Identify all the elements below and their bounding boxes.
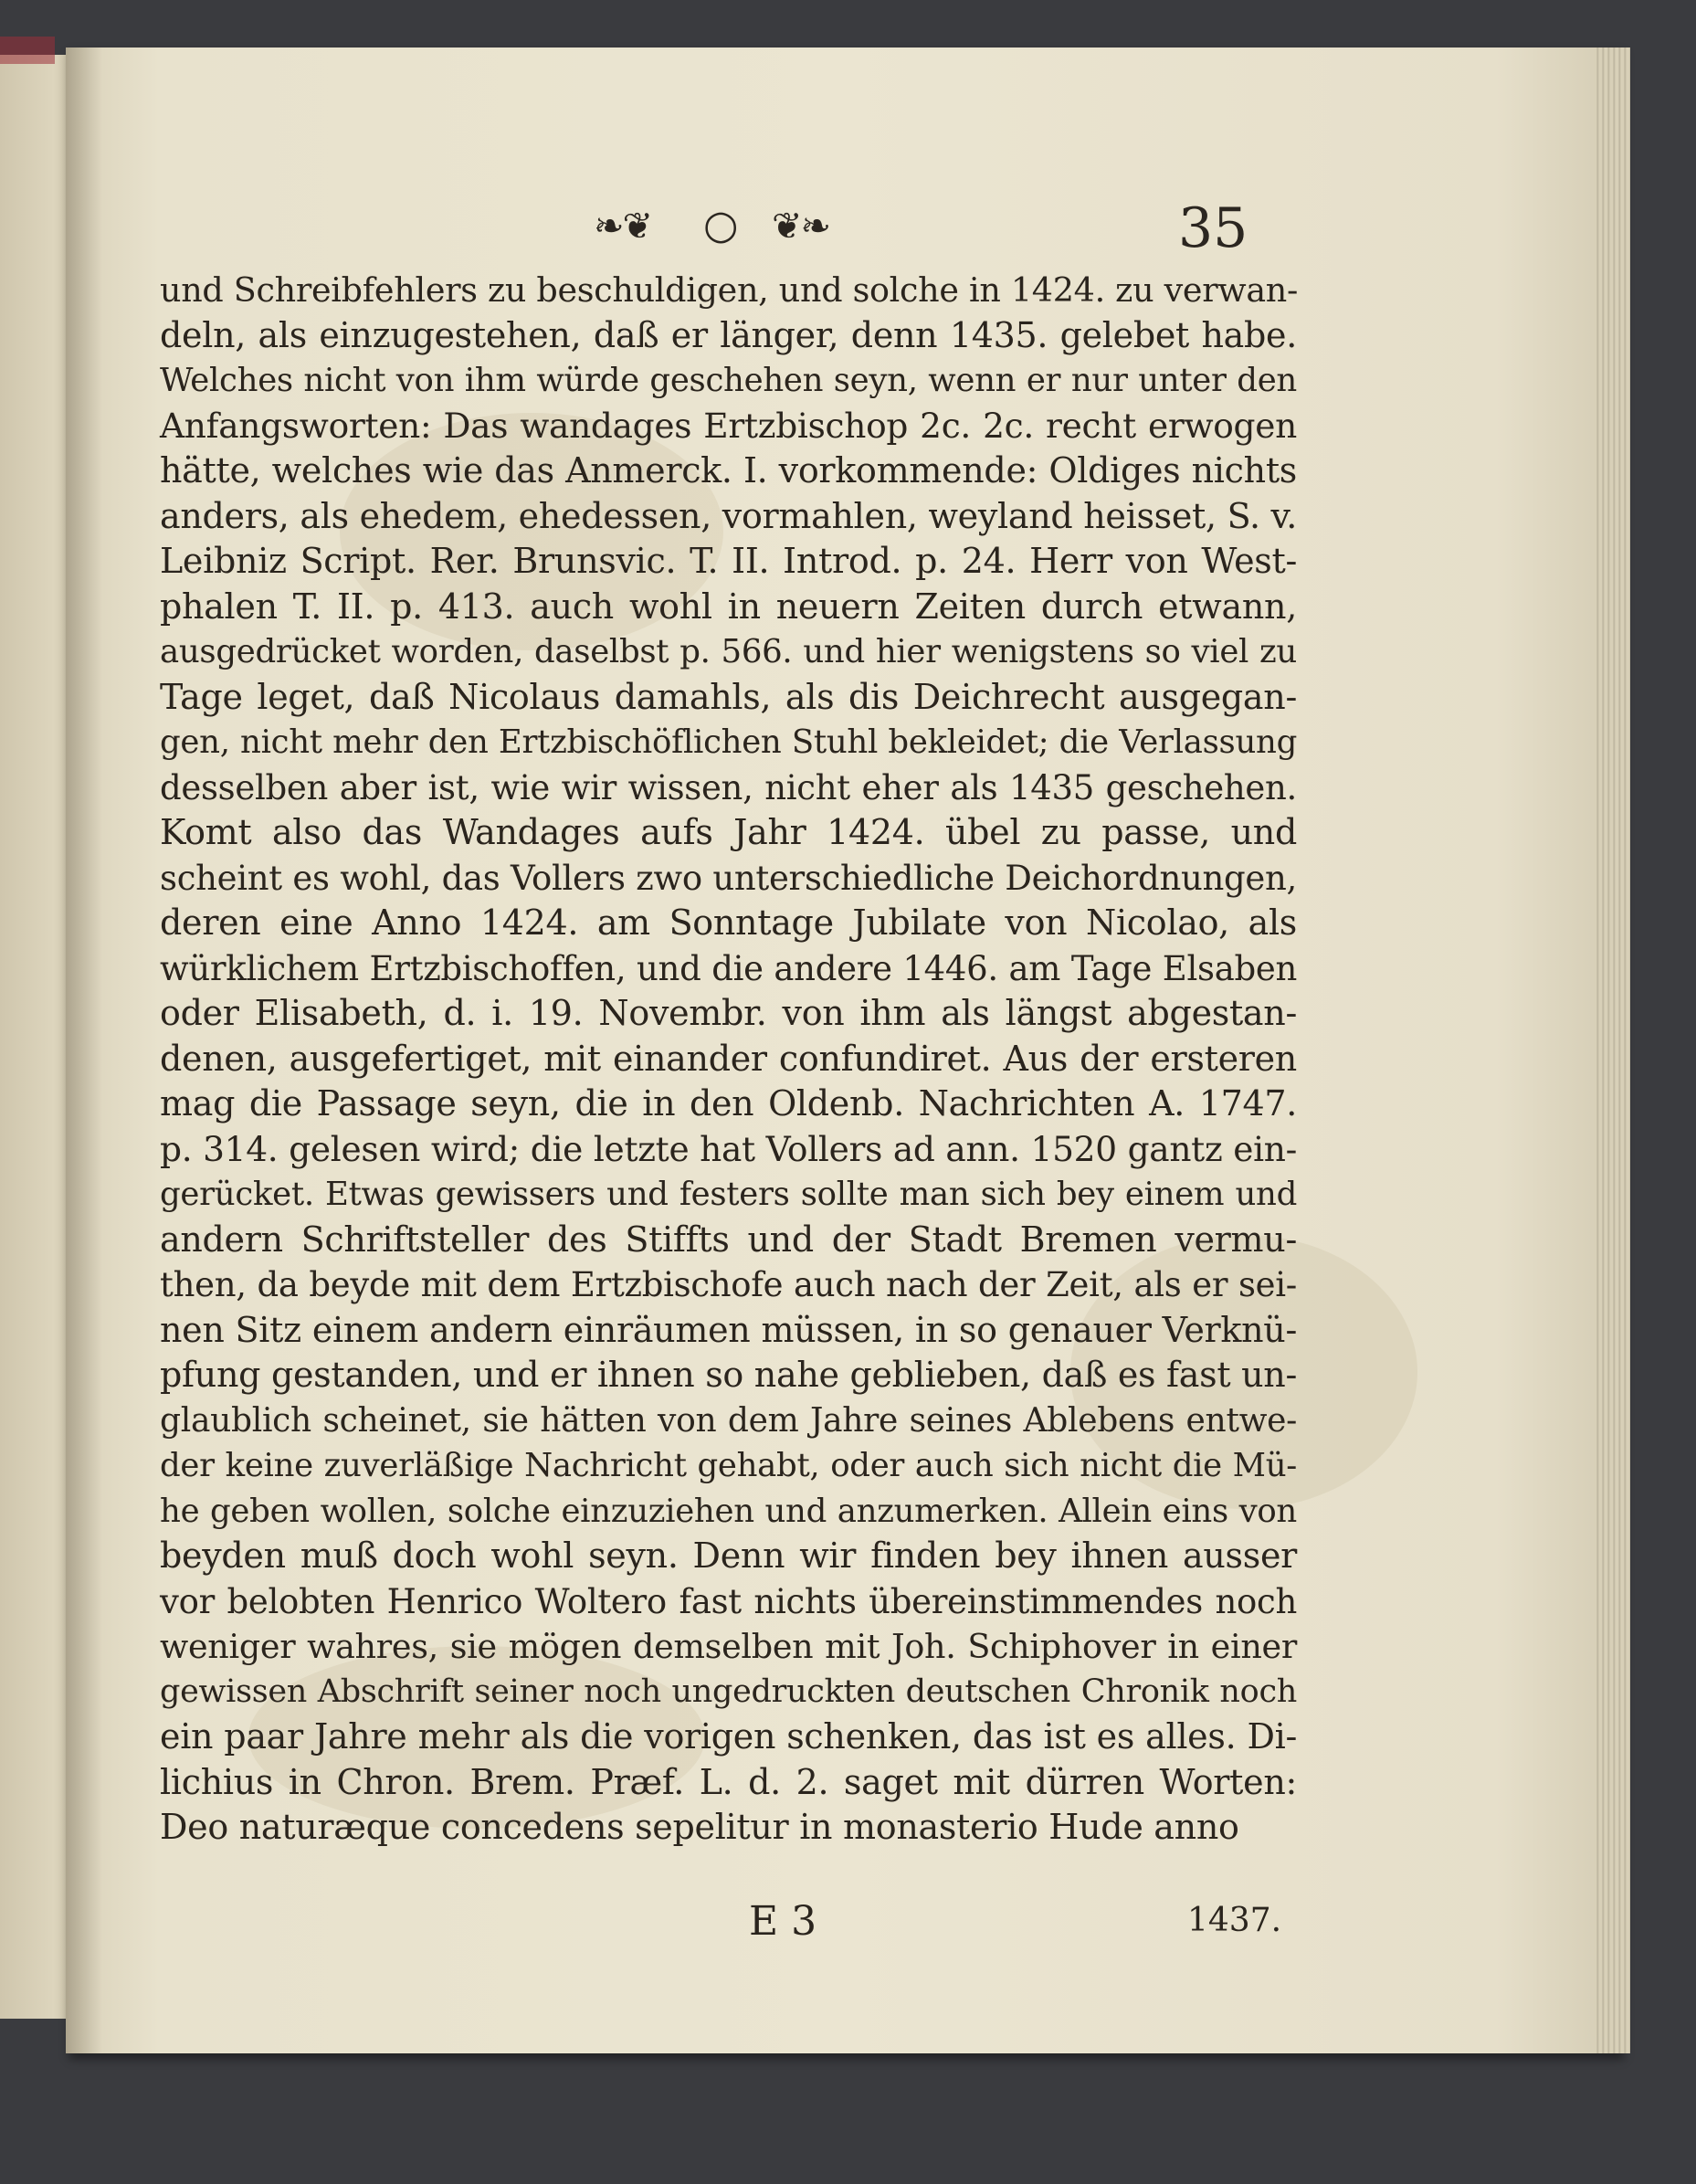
catchword: 1437. bbox=[1187, 1902, 1282, 1939]
text-line: und Schreibfehlers zu beschuldigen, und solche in 1424. zu verwan- bbox=[160, 270, 1299, 310]
text-line: Deo naturæque concedens sepelitur in monasterio Hude anno bbox=[160, 1807, 1239, 1847]
text-line: vor belobten Henrico Woltero fast nichts übereinstimmendes noch bbox=[160, 1581, 1297, 1621]
text-line: gen, nicht mehr den Ertzbischöflichen Stuhl bekleidet; die Verlassung bbox=[160, 723, 1297, 761]
text-line: then, da beyde mit dem Ertzbischofe auch nach der Zeit, als er sei- bbox=[160, 1265, 1297, 1304]
header-ornament-left-icon: ❧❦ bbox=[594, 206, 652, 248]
header-ornament-right-icon: ❦❧ bbox=[772, 206, 830, 248]
signature-mark: E 3 bbox=[749, 1898, 817, 1945]
text-line: anders, als ehedem, ehedessen, vormahlen, weyland heisset, S. v. bbox=[160, 495, 1297, 536]
text-line: he geben wollen, solche einzuziehen und anzumerken. Allein eins von bbox=[160, 1492, 1297, 1530]
text-line: weniger wahres, sie mögen demselben mit Joh. Schiphover in einer bbox=[160, 1627, 1297, 1666]
text-line: hätte, welches wie das Anmerck. I. vorkommende: Oldiges nichts bbox=[160, 450, 1297, 491]
text-line: denen, ausgefertiget, mit einander confundiret. Aus der ersteren bbox=[160, 1038, 1297, 1079]
body-text bbox=[160, 268, 1297, 1851]
text-line: gewissen Abschrift seiner noch ungedruckten deutschen Chronik noch bbox=[160, 1672, 1297, 1710]
text-line: desselben aber ist, wie wir wissen, nicht eher als 1435 geschehen. bbox=[160, 767, 1297, 807]
text-line: würklichem Ertzbischoffen, und die andere 1446. am Tage Elsaben bbox=[160, 948, 1297, 988]
text-line: Leibniz Script. Rer. Brunsvic. T. II. Introd. p. 24. Herr von West- bbox=[160, 541, 1297, 581]
text-line: scheint es wohl, das Vollers zwo unterschiedliche Deichordnungen, bbox=[160, 858, 1297, 898]
text-line: deln, als einzugestehen, daß er länger, denn 1435. gelebet habe. bbox=[160, 314, 1297, 355]
text-line: Anfangsworten: Das wandages Ertzbischop 2c. 2c. recht erwogen bbox=[160, 405, 1297, 446]
text-line: Welches nicht von ihm würde geschehen seyn, wenn er nur unter den bbox=[160, 362, 1297, 399]
text-line: Komt also das Wandages aufs Jahr 1424. übel zu passe, und bbox=[160, 812, 1297, 852]
header-ornament-center-icon: ○ bbox=[703, 202, 737, 248]
text-line: ein paar Jahre mehr als die vorigen schenken, das ist es alles. Di- bbox=[160, 1716, 1297, 1757]
page-number: 35 bbox=[1178, 196, 1248, 260]
text-line: der keine zuverläßige Nachricht gehabt, oder auch sich nicht die Mü- bbox=[160, 1447, 1297, 1484]
text-line: lichius in Chron. Brem. Præf. L. d. 2. saget mit dürren Worten: bbox=[160, 1761, 1297, 1802]
text-line: glaublich scheinet, sie hätten von dem Jahre seines Ablebens entwe- bbox=[160, 1401, 1297, 1440]
text-line: andern Schriftsteller des Stiffts und der Stadt Bremen vermu- bbox=[160, 1219, 1297, 1260]
text-line: deren eine Anno 1424. am Sonntage Jubilate von Nicolao, als bbox=[160, 902, 1297, 943]
text-line: gerücket. Etwas gewissers und festers sollte man sich bey einem und bbox=[160, 1176, 1297, 1213]
text-line: ausgedrücket worden, daselbst p. 566. und hier wenigstens so viel zu bbox=[160, 633, 1297, 670]
text-line: mag die Passage seyn, die in den Oldenb. Nachrichten A. 1747. bbox=[160, 1083, 1297, 1124]
text-line: pfung gestanden, und er ihnen so nahe geblieben, daß es fast un- bbox=[160, 1355, 1297, 1395]
page-stack-edge bbox=[1594, 47, 1630, 2053]
text-line: phalen T. II. p. 413. auch wohl in neuern Zeiten durch etwann, bbox=[160, 586, 1297, 627]
facing-page-ribbon bbox=[0, 37, 55, 64]
page-header bbox=[594, 196, 1315, 260]
page-gutter-shadow bbox=[66, 47, 102, 2053]
text-line: Tage leget, daß Nicolaus damahls, als dis Deichrecht ausgegan- bbox=[160, 676, 1297, 717]
text-line: oder Elisabeth, d. i. 19. Novembr. von ihm als längst abgestan- bbox=[160, 993, 1297, 1033]
text-line: nen Sitz einem andern einräumen müssen, in so genauer Verknü- bbox=[160, 1309, 1297, 1350]
text-line: beyden muß doch wohl seyn. Denn wir finden bey ihnen ausser bbox=[160, 1535, 1297, 1576]
text-line: p. 314. gelesen wird; die letzte hat Vollers ad ann. 1520 gantz ein- bbox=[160, 1128, 1297, 1169]
